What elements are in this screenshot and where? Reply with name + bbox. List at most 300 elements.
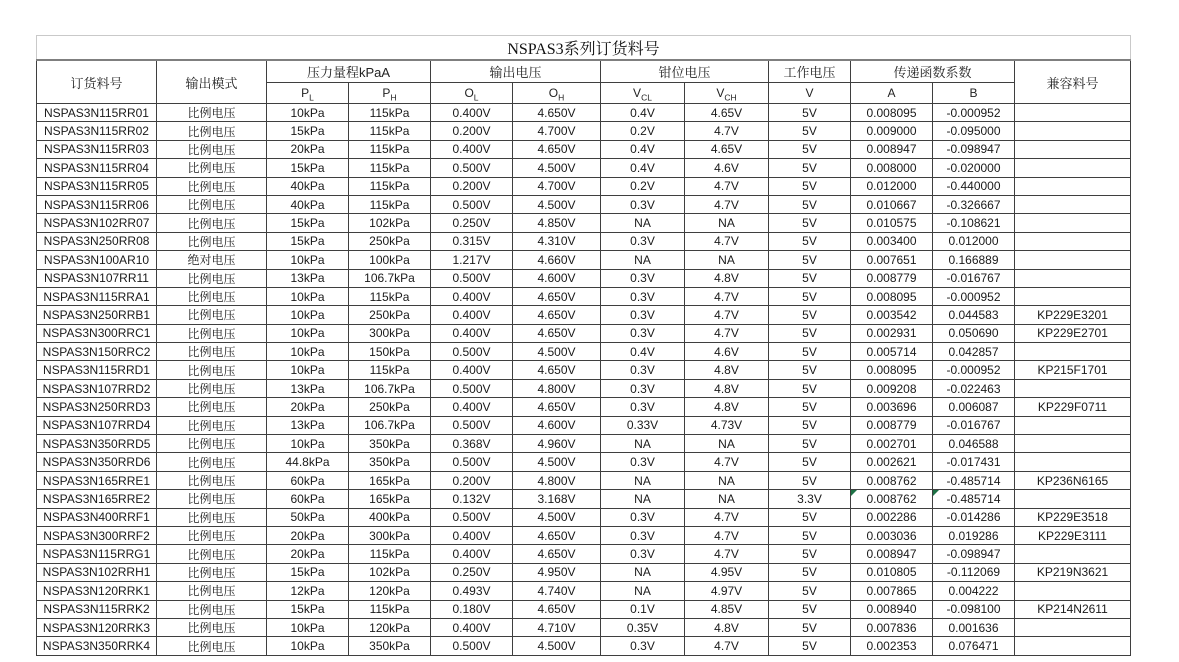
table-cell[interactable]: -0.098100 xyxy=(933,600,1015,618)
table-cell[interactable]: 1.217V xyxy=(431,251,513,269)
table-cell[interactable]: 0.2V xyxy=(601,122,685,140)
table-cell[interactable]: 0.004222 xyxy=(933,582,1015,600)
table-cell[interactable]: 4.850V xyxy=(513,214,601,232)
table-cell[interactable]: NA xyxy=(685,471,769,489)
table-cell[interactable]: 0.007651 xyxy=(851,251,933,269)
table-cell[interactable] xyxy=(1015,177,1131,195)
table-cell[interactable]: 60kPa xyxy=(267,471,349,489)
table-cell[interactable]: 4.85V xyxy=(685,600,769,618)
table-cell[interactable]: 165kPa xyxy=(349,490,431,508)
table-cell[interactable]: 0.132V xyxy=(431,490,513,508)
table-cell[interactable]: 115kPa xyxy=(349,545,431,563)
table-cell[interactable]: 0.008940 xyxy=(851,600,933,618)
table-cell[interactable]: 15kPa xyxy=(267,232,349,250)
table-cell[interactable] xyxy=(1015,416,1131,434)
table-cell[interactable]: 4.600V xyxy=(513,416,601,434)
table-cell[interactable]: 比例电压 xyxy=(157,122,267,140)
table-cell[interactable]: 0.003036 xyxy=(851,526,933,544)
table-cell[interactable]: 10kPa xyxy=(267,435,349,453)
table-cell[interactable]: 250kPa xyxy=(349,398,431,416)
table-cell[interactable]: 0.010667 xyxy=(851,195,933,213)
table-cell[interactable]: 4.650V xyxy=(513,140,601,158)
table-cell[interactable]: 0.33V xyxy=(601,416,685,434)
table-cell[interactable]: 0.050690 xyxy=(933,324,1015,342)
table-cell[interactable]: 4.650V xyxy=(513,361,601,379)
table-cell[interactable]: NA xyxy=(601,435,685,453)
table-cell[interactable]: NSPAS3N400RRF1 xyxy=(37,508,157,526)
table-cell[interactable]: 0.007836 xyxy=(851,618,933,636)
table-cell[interactable]: 40kPa xyxy=(267,195,349,213)
table-cell[interactable]: 比例电压 xyxy=(157,582,267,600)
table-cell[interactable]: 0.003696 xyxy=(851,398,933,416)
table-cell[interactable] xyxy=(1015,435,1131,453)
table-cell[interactable]: 5V xyxy=(769,582,851,600)
table-cell[interactable]: 4.8V xyxy=(685,269,769,287)
table-cell[interactable]: 0.008779 xyxy=(851,269,933,287)
table-cell[interactable]: 0.3V xyxy=(601,306,685,324)
table-cell[interactable]: 0.400V xyxy=(431,398,513,416)
table-cell[interactable]: 比例电压 xyxy=(157,398,267,416)
table-cell[interactable]: 0.002286 xyxy=(851,508,933,526)
table-cell[interactable]: -0.000952 xyxy=(933,361,1015,379)
table-cell[interactable]: -0.108621 xyxy=(933,214,1015,232)
table-cell[interactable]: 0.166889 xyxy=(933,251,1015,269)
table-cell[interactable]: 50kPa xyxy=(267,508,349,526)
table-cell[interactable]: 4.650V xyxy=(513,324,601,342)
table-cell[interactable]: -0.000952 xyxy=(933,104,1015,122)
table-cell[interactable]: 0.4V xyxy=(601,140,685,158)
table-cell[interactable] xyxy=(1015,159,1131,177)
table-cell[interactable]: 4.710V xyxy=(513,618,601,636)
table-cell[interactable]: 20kPa xyxy=(267,398,349,416)
table-cell[interactable]: 4.660V xyxy=(513,251,601,269)
table-cell[interactable]: 0.400V xyxy=(431,324,513,342)
table-cell[interactable]: 4.700V xyxy=(513,177,601,195)
table-cell[interactable]: 0.4V xyxy=(601,104,685,122)
table-cell[interactable]: NA xyxy=(685,490,769,508)
table-cell[interactable]: 4.7V xyxy=(685,122,769,140)
table-cell[interactable]: 4.6V xyxy=(685,159,769,177)
table-cell[interactable]: 4.7V xyxy=(685,232,769,250)
table-cell[interactable]: NSPAS3N100AR10 xyxy=(37,251,157,269)
table-cell[interactable]: 5V xyxy=(769,104,851,122)
table-cell[interactable]: 0.042857 xyxy=(933,343,1015,361)
table-cell[interactable]: 3.168V xyxy=(513,490,601,508)
table-cell[interactable]: 15kPa xyxy=(267,159,349,177)
table-cell[interactable]: 0.3V xyxy=(601,287,685,305)
table-cell[interactable]: -0.016767 xyxy=(933,416,1015,434)
table-cell[interactable] xyxy=(1015,140,1131,158)
table-cell[interactable]: NA xyxy=(601,563,685,581)
table-cell[interactable]: 4.650V xyxy=(513,526,601,544)
table-cell[interactable]: NA xyxy=(685,251,769,269)
table-cell[interactable]: 115kPa xyxy=(349,361,431,379)
table-cell[interactable] xyxy=(1015,618,1131,636)
table-cell[interactable]: NSPAS3N115RR02 xyxy=(37,122,157,140)
table-cell[interactable]: 4.960V xyxy=(513,435,601,453)
table-cell[interactable]: -0.095000 xyxy=(933,122,1015,140)
table-cell[interactable]: KP229E3201 xyxy=(1015,306,1131,324)
table-cell[interactable]: 5V xyxy=(769,251,851,269)
table-cell[interactable] xyxy=(1015,104,1131,122)
table-cell[interactable]: 0.002931 xyxy=(851,324,933,342)
table-cell[interactable]: 10kPa xyxy=(267,324,349,342)
table-cell[interactable]: -0.485714 xyxy=(933,490,1015,508)
table-cell[interactable]: NSPAS3N102RRH1 xyxy=(37,563,157,581)
table-cell[interactable] xyxy=(1015,269,1131,287)
table-cell[interactable] xyxy=(1015,287,1131,305)
table-cell[interactable]: 比例电压 xyxy=(157,232,267,250)
table-cell[interactable]: 60kPa xyxy=(267,490,349,508)
table-cell[interactable]: 4.65V xyxy=(685,140,769,158)
table-cell[interactable]: NA xyxy=(601,471,685,489)
table-cell[interactable]: 4.95V xyxy=(685,563,769,581)
table-cell[interactable]: 4.650V xyxy=(513,545,601,563)
table-cell[interactable]: KP219N3621 xyxy=(1015,563,1131,581)
table-cell[interactable]: 0.200V xyxy=(431,177,513,195)
table-cell[interactable]: NSPAS3N115RR04 xyxy=(37,159,157,177)
table-cell[interactable]: 4.7V xyxy=(685,526,769,544)
table-cell[interactable]: 0.400V xyxy=(431,306,513,324)
table-cell[interactable]: 0.250V xyxy=(431,563,513,581)
table-cell[interactable]: 0.500V xyxy=(431,379,513,397)
table-cell[interactable]: 100kPa xyxy=(349,251,431,269)
table-cell[interactable]: 4.8V xyxy=(685,379,769,397)
table-cell[interactable] xyxy=(1015,343,1131,361)
table-cell[interactable]: 比例电压 xyxy=(157,471,267,489)
table-cell[interactable] xyxy=(1015,637,1131,655)
table-cell[interactable]: 115kPa xyxy=(349,177,431,195)
table-cell[interactable]: 102kPa xyxy=(349,214,431,232)
table-cell[interactable]: 0.008095 xyxy=(851,104,933,122)
table-cell[interactable]: 比例电压 xyxy=(157,490,267,508)
table-cell[interactable]: -0.020000 xyxy=(933,159,1015,177)
table-cell[interactable]: 115kPa xyxy=(349,159,431,177)
table-cell[interactable]: 4.650V xyxy=(513,306,601,324)
table-cell[interactable] xyxy=(1015,490,1131,508)
table-cell[interactable]: 5V xyxy=(769,618,851,636)
table-cell[interactable]: KP229E3111 xyxy=(1015,526,1131,544)
table-cell[interactable]: 5V xyxy=(769,435,851,453)
table-cell[interactable]: 15kPa xyxy=(267,563,349,581)
table-cell[interactable]: NSPAS3N102RR07 xyxy=(37,214,157,232)
table-cell[interactable]: KP236N6165 xyxy=(1015,471,1131,489)
table-cell[interactable]: NSPAS3N115RRD1 xyxy=(37,361,157,379)
table-cell[interactable]: 4.650V xyxy=(513,600,601,618)
table-cell[interactable]: 4.73V xyxy=(685,416,769,434)
table-cell[interactable]: NSPAS3N300RRC1 xyxy=(37,324,157,342)
table-cell[interactable]: 5V xyxy=(769,306,851,324)
table-cell[interactable]: 5V xyxy=(769,471,851,489)
table-cell[interactable]: 0.008947 xyxy=(851,140,933,158)
table-cell[interactable]: 5V xyxy=(769,526,851,544)
table-cell[interactable]: 0.400V xyxy=(431,361,513,379)
table-cell[interactable]: 0.35V xyxy=(601,618,685,636)
table-cell[interactable]: 350kPa xyxy=(349,435,431,453)
table-cell[interactable]: 102kPa xyxy=(349,563,431,581)
table-cell[interactable]: 3.3V xyxy=(769,490,851,508)
table-cell[interactable]: 0.012000 xyxy=(851,177,933,195)
table-cell[interactable]: NSPAS3N150RRC2 xyxy=(37,343,157,361)
table-cell[interactable]: 0.008762 xyxy=(851,471,933,489)
table-cell[interactable]: 5V xyxy=(769,637,851,655)
table-cell[interactable]: 比例电压 xyxy=(157,195,267,213)
table-cell[interactable]: 0.002621 xyxy=(851,453,933,471)
table-cell[interactable]: 4.7V xyxy=(685,453,769,471)
table-cell[interactable]: 4.6V xyxy=(685,343,769,361)
table-cell[interactable]: 5V xyxy=(769,324,851,342)
table-cell[interactable]: 0.009208 xyxy=(851,379,933,397)
table-cell[interactable]: 0.005714 xyxy=(851,343,933,361)
table-cell[interactable]: -0.000952 xyxy=(933,287,1015,305)
table-cell[interactable]: 4.600V xyxy=(513,269,601,287)
table-cell[interactable]: 0.500V xyxy=(431,195,513,213)
table-cell[interactable]: NSPAS3N165RRE2 xyxy=(37,490,157,508)
table-cell[interactable]: 15kPa xyxy=(267,122,349,140)
table-cell[interactable]: 比例电压 xyxy=(157,618,267,636)
table-cell[interactable]: 比例电压 xyxy=(157,361,267,379)
table-cell[interactable]: 0.3V xyxy=(601,324,685,342)
table-cell[interactable]: 4.500V xyxy=(513,159,601,177)
table-cell[interactable]: 350kPa xyxy=(349,637,431,655)
table-cell[interactable]: 5V xyxy=(769,508,851,526)
table-cell[interactable]: 115kPa xyxy=(349,600,431,618)
table-cell[interactable]: 比例电压 xyxy=(157,214,267,232)
table-cell[interactable]: 0.1V xyxy=(601,600,685,618)
table-cell[interactable]: 比例电压 xyxy=(157,306,267,324)
table-cell[interactable]: 0.3V xyxy=(601,361,685,379)
table-cell[interactable]: KP229E3518 xyxy=(1015,508,1131,526)
table-cell[interactable]: 0.002353 xyxy=(851,637,933,655)
table-cell[interactable] xyxy=(1015,453,1131,471)
table-cell[interactable]: 5V xyxy=(769,343,851,361)
table-cell[interactable]: -0.098947 xyxy=(933,140,1015,158)
table-cell[interactable]: NSPAS3N250RRD3 xyxy=(37,398,157,416)
table-cell[interactable]: 0.044583 xyxy=(933,306,1015,324)
table-cell[interactable]: 比例电压 xyxy=(157,416,267,434)
table-cell[interactable]: -0.016767 xyxy=(933,269,1015,287)
table-cell[interactable]: NA xyxy=(685,435,769,453)
table-cell[interactable] xyxy=(1015,195,1131,213)
table-cell[interactable]: 4.800V xyxy=(513,471,601,489)
table-cell[interactable]: 12kPa xyxy=(267,582,349,600)
table-cell[interactable]: 0.500V xyxy=(431,453,513,471)
table-cell[interactable]: 4.650V xyxy=(513,398,601,416)
table-cell[interactable] xyxy=(1015,582,1131,600)
table-cell[interactable]: 比例电压 xyxy=(157,287,267,305)
table-cell[interactable]: 0.4V xyxy=(601,343,685,361)
table-cell[interactable]: 13kPa xyxy=(267,379,349,397)
table-cell[interactable]: 比例电压 xyxy=(157,104,267,122)
table-cell[interactable]: NSPAS3N300RRF2 xyxy=(37,526,157,544)
table-cell[interactable]: 250kPa xyxy=(349,232,431,250)
table-cell[interactable]: 0.200V xyxy=(431,471,513,489)
table-cell[interactable]: 5V xyxy=(769,214,851,232)
table-cell[interactable]: 比例电压 xyxy=(157,324,267,342)
table-cell[interactable]: 0.400V xyxy=(431,618,513,636)
table-cell[interactable]: 115kPa xyxy=(349,104,431,122)
table-cell[interactable]: 4.7V xyxy=(685,545,769,563)
table-cell[interactable]: 13kPa xyxy=(267,269,349,287)
table-cell[interactable]: 5V xyxy=(769,269,851,287)
table-cell[interactable]: 0.3V xyxy=(601,195,685,213)
table-cell[interactable]: 10kPa xyxy=(267,251,349,269)
table-cell[interactable]: 10kPa xyxy=(267,104,349,122)
table-cell[interactable]: -0.112069 xyxy=(933,563,1015,581)
table-cell[interactable]: 4.65V xyxy=(685,104,769,122)
table-cell[interactable]: -0.014286 xyxy=(933,508,1015,526)
table-cell[interactable]: -0.440000 xyxy=(933,177,1015,195)
table-cell[interactable]: 0.3V xyxy=(601,545,685,563)
table-cell[interactable]: 0.400V xyxy=(431,104,513,122)
table-cell[interactable]: 比例电压 xyxy=(157,177,267,195)
table-cell[interactable]: 0.250V xyxy=(431,214,513,232)
table-cell[interactable]: 106.7kPa xyxy=(349,379,431,397)
table-cell[interactable]: 0.3V xyxy=(601,379,685,397)
table-cell[interactable]: 5V xyxy=(769,159,851,177)
table-cell[interactable]: NSPAS3N115RR03 xyxy=(37,140,157,158)
table-cell[interactable]: 4.740V xyxy=(513,582,601,600)
table-cell[interactable]: NSPAS3N115RR01 xyxy=(37,104,157,122)
table-cell[interactable]: NSPAS3N120RRK3 xyxy=(37,618,157,636)
table-cell[interactable]: 0.009000 xyxy=(851,122,933,140)
table-cell[interactable]: 4.500V xyxy=(513,195,601,213)
table-cell[interactable]: 比例电压 xyxy=(157,508,267,526)
table-cell[interactable]: 4.700V xyxy=(513,122,601,140)
table-cell[interactable]: 比例电压 xyxy=(157,343,267,361)
table-cell[interactable]: 5V xyxy=(769,140,851,158)
table-cell[interactable]: 150kPa xyxy=(349,343,431,361)
table-cell[interactable]: 115kPa xyxy=(349,287,431,305)
table-cell[interactable]: 4.500V xyxy=(513,508,601,526)
table-cell[interactable]: 4.7V xyxy=(685,306,769,324)
table-cell[interactable]: -0.022463 xyxy=(933,379,1015,397)
table-cell[interactable]: 5V xyxy=(769,545,851,563)
table-cell[interactable]: 0.4V xyxy=(601,159,685,177)
table-cell[interactable]: 5V xyxy=(769,232,851,250)
table-cell[interactable]: 4.500V xyxy=(513,343,601,361)
table-cell[interactable]: 115kPa xyxy=(349,140,431,158)
table-cell[interactable]: 5V xyxy=(769,416,851,434)
table-cell[interactable]: 比例电压 xyxy=(157,379,267,397)
table-cell[interactable]: 0.008095 xyxy=(851,287,933,305)
table-cell[interactable]: 4.7V xyxy=(685,195,769,213)
table-cell[interactable]: 5V xyxy=(769,177,851,195)
table-cell[interactable]: NA xyxy=(601,251,685,269)
table-cell[interactable]: 0.3V xyxy=(601,232,685,250)
table-cell[interactable]: 0.3V xyxy=(601,398,685,416)
table-cell[interactable]: 4.8V xyxy=(685,398,769,416)
table-cell[interactable]: 0.493V xyxy=(431,582,513,600)
table-cell[interactable]: 4.650V xyxy=(513,104,601,122)
table-cell[interactable]: 0.180V xyxy=(431,600,513,618)
table-cell[interactable]: 10kPa xyxy=(267,343,349,361)
table-cell[interactable]: 0.008000 xyxy=(851,159,933,177)
table-cell[interactable]: 0.500V xyxy=(431,508,513,526)
table-cell[interactable]: NSPAS3N115RRA1 xyxy=(37,287,157,305)
table-cell[interactable]: 0.2V xyxy=(601,177,685,195)
table-cell[interactable]: 4.950V xyxy=(513,563,601,581)
table-cell[interactable]: 300kPa xyxy=(349,526,431,544)
table-cell[interactable]: NSPAS3N350RRD5 xyxy=(37,435,157,453)
table-cell[interactable]: 5V xyxy=(769,453,851,471)
table-cell[interactable]: 0.500V xyxy=(431,159,513,177)
table-cell[interactable]: NA xyxy=(685,214,769,232)
table-cell[interactable]: 0.008095 xyxy=(851,361,933,379)
table-cell[interactable]: NSPAS3N350RRK4 xyxy=(37,637,157,655)
table-cell[interactable]: NSPAS3N120RRK1 xyxy=(37,582,157,600)
table-cell[interactable]: -0.017431 xyxy=(933,453,1015,471)
table-cell[interactable]: 0.368V xyxy=(431,435,513,453)
table-cell[interactable]: 4.8V xyxy=(685,618,769,636)
table-cell[interactable]: 4.310V xyxy=(513,232,601,250)
table-cell[interactable]: 比例电压 xyxy=(157,526,267,544)
table-cell[interactable]: 0.046588 xyxy=(933,435,1015,453)
table-cell[interactable]: 比例电压 xyxy=(157,269,267,287)
table-cell[interactable]: 4.97V xyxy=(685,582,769,600)
table-cell[interactable]: 40kPa xyxy=(267,177,349,195)
table-cell[interactable]: 0.3V xyxy=(601,637,685,655)
table-cell[interactable]: 0.500V xyxy=(431,416,513,434)
table-cell[interactable]: 比例电压 xyxy=(157,600,267,618)
table-cell[interactable]: NA xyxy=(601,582,685,600)
table-cell[interactable]: 0.012000 xyxy=(933,232,1015,250)
table-cell[interactable]: 44.8kPa xyxy=(267,453,349,471)
table-cell[interactable]: 4.7V xyxy=(685,177,769,195)
table-cell[interactable]: NSPAS3N107RR11 xyxy=(37,269,157,287)
table-cell[interactable]: NSPAS3N107RRD2 xyxy=(37,379,157,397)
table-cell[interactable]: 比例电压 xyxy=(157,159,267,177)
table-cell[interactable]: 5V xyxy=(769,398,851,416)
table-cell[interactable]: 0.003542 xyxy=(851,306,933,324)
table-cell[interactable]: 0.076471 xyxy=(933,637,1015,655)
table-cell[interactable]: 120kPa xyxy=(349,618,431,636)
table-cell[interactable]: 比例电压 xyxy=(157,435,267,453)
table-cell[interactable] xyxy=(1015,379,1131,397)
table-cell[interactable]: 0.008762 xyxy=(851,490,933,508)
table-cell[interactable]: 0.3V xyxy=(601,269,685,287)
table-cell[interactable]: 5V xyxy=(769,600,851,618)
table-cell[interactable]: 4.8V xyxy=(685,361,769,379)
table-cell[interactable]: 0.3V xyxy=(601,526,685,544)
table-cell[interactable]: 20kPa xyxy=(267,526,349,544)
table-cell[interactable]: 5V xyxy=(769,361,851,379)
table-cell[interactable]: 10kPa xyxy=(267,618,349,636)
table-cell[interactable]: 0.010805 xyxy=(851,563,933,581)
table-cell[interactable]: 绝对电压 xyxy=(157,251,267,269)
table-cell[interactable]: 10kPa xyxy=(267,287,349,305)
table-cell[interactable]: 0.007865 xyxy=(851,582,933,600)
table-cell[interactable]: 10kPa xyxy=(267,637,349,655)
table-cell[interactable]: 0.003400 xyxy=(851,232,933,250)
table-cell[interactable]: 10kPa xyxy=(267,361,349,379)
table-cell[interactable] xyxy=(1015,232,1131,250)
table-cell[interactable]: 0.002701 xyxy=(851,435,933,453)
table-cell[interactable]: 比例电压 xyxy=(157,545,267,563)
table-cell[interactable]: 0.019286 xyxy=(933,526,1015,544)
table-cell[interactable]: 165kPa xyxy=(349,471,431,489)
table-cell[interactable]: KP229F0711 xyxy=(1015,398,1131,416)
table-cell[interactable]: 5V xyxy=(769,563,851,581)
table-cell[interactable]: 400kPa xyxy=(349,508,431,526)
table-cell[interactable]: 106.7kPa xyxy=(349,416,431,434)
table-cell[interactable]: 4.800V xyxy=(513,379,601,397)
table-cell[interactable]: 5V xyxy=(769,195,851,213)
table-cell[interactable]: 0.008947 xyxy=(851,545,933,563)
table-cell[interactable]: 0.010575 xyxy=(851,214,933,232)
table-cell[interactable]: 13kPa xyxy=(267,416,349,434)
table-cell[interactable]: 4.500V xyxy=(513,453,601,471)
